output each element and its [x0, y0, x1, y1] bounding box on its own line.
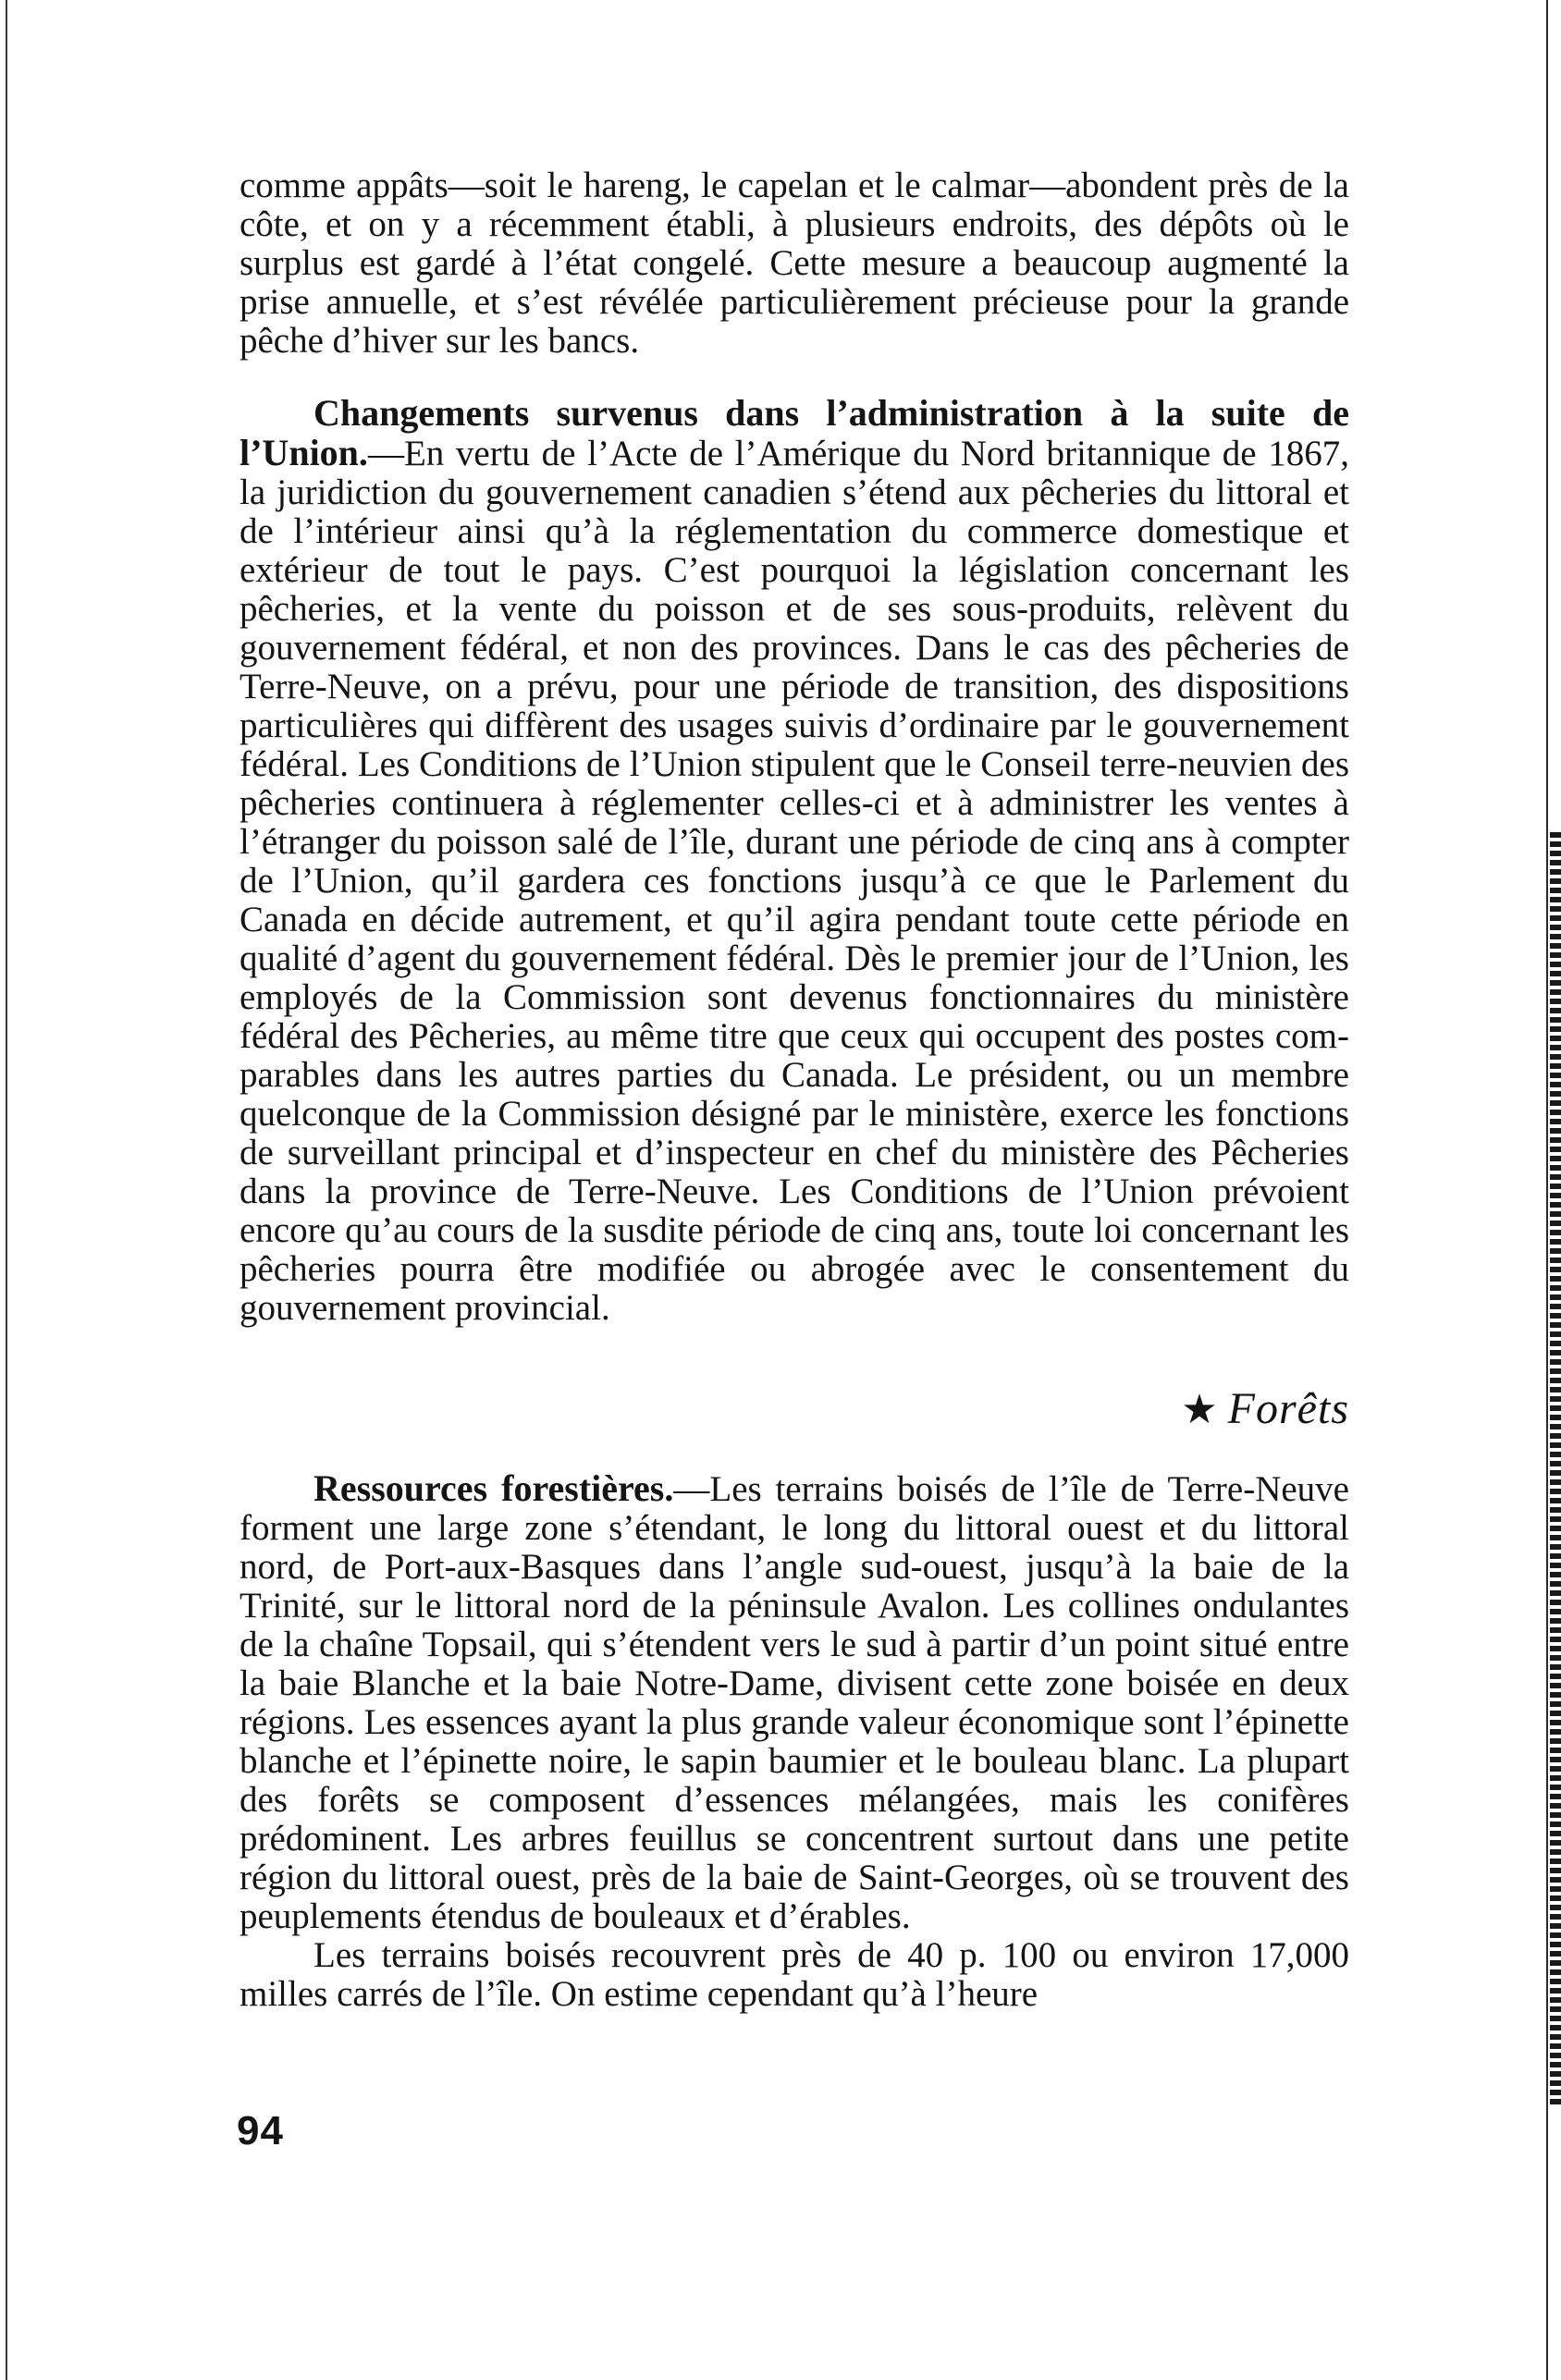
- forest-paragraph: [240, 1469, 1349, 1936]
- union-heading: Changements survenus dans l’administration à la suite de l’Union.: [240, 392, 1349, 473]
- forest-body: —Les terrains boisés de l’île de Terre-Neuve forment une large zone s’étendant, le long du littoral ouest et du littoral nord, de Port-aux-Basques dans l’angle sud-ouest, jusqu’à la baie de la Trinité, sur le littoral nord de la péninsule Avalon. Les collines ondulantes de la chaîne Topsail, qui s’étendent vers le sud à partir d’un point situé entre la baie Blanche et la baie Notre-Dame, divisent cette zone boisée en deux régions. Les essences ayant la plus grande valeur économique sont l’épinette blanche et l’épinette noire, le sapin baumier et le bouleau blanc. La plupart des forêts se composent d’essences mélangées, mais les conifères prédominent. Les arbres feuillus se concentrent surtout dans une petite région du littoral ouest, près de la baie de Saint-Georges, où se trouvent des peuplements étendus de bouleaux et d’érables.: [240, 1469, 1349, 1936]
- page-edge-right: [1546, 0, 1548, 2380]
- union-body: —En vertu de l’Acte de l’Amérique du Nord britannique de 1867, la juridiction du gouvernement canadien s’étend aux pêcheries du littoral et de l’intérieur ainsi qu’à la réglementation du commerce domestique et extérieur de tout le pays. C’est pourquoi la législation concernant les pêcheries, et la vente du poisson et de ses sous-produits, relèvent du gouvernement fédéral, et non des provinces. Dans le cas des pêcheries de Terre-Neuve, on a prévu, pour une période de transition, des dispositions particulières qui diffèrent des usages suivis d’ordinaire par le gouvernement fédéral. Les Conditions de l’Union stipulent que le Conseil terre-neuvien des pêcheries continuera à réglementer celles-ci et à administrer les ventes à l’étranger du poisson salé de l’île, durant une période de cinq ans à compter de l’Union, qu’il gardera ces fonctions jusqu’à ce que le Parlement du Canada en décide autrement, et qu’il agira pendant toute cette période en qualité d’agent du gouvernement fédéral. Dès le premier jour de l’Union, les employés de la Commission sont devenus fonctionnaires du ministère fédéral des Pêcheries, au même titre que ceux qui occupent des postes comparables dans les autres parties du Canada. Le président, ou un membre quelconque de la Commission désigné par le ministère, exerce les fonctions de surveillant principal et d’inspecteur en chef du ministère des Pêcheries dans la province de Terre-Neuve. Les Conditions de l’Union prévoient encore qu’au cours de la susdite période de cinq ans, toute loi concernant les pêcheries pourra être modifiée ou abrogée avec le consentement du gouvernement provincial.: [240, 434, 1349, 1328]
- final-paragraph: Les terrains boisés recouvrent près de 40 p. 100 ou environ 17,000 milles carrés de l’île. On estime cependant qu’à l’heure: [240, 1935, 1349, 2014]
- intro-paragraph: comme appâts—soit le hareng, le capelan et le calmar—abondent près de la côte, et on y a récemment établi, à plusieurs endroits, des dépôts où le surplus est gardé à l’état congelé. Cette mesure a beaucoup augmenté la prise annuelle, et s’est révélée particulièrement précieuse pour la grande pêche d’hiver sur les bancs.: [240, 166, 1349, 361]
- text-column: [240, 166, 1349, 2014]
- page-number: 94: [237, 2108, 284, 2153]
- forest-heading: Ressources forestières.: [313, 1467, 674, 1509]
- section-title-text: Forêts: [1227, 1384, 1349, 1433]
- section-title-forets: [240, 1383, 1349, 1436]
- page-edge-left: [6, 0, 7, 2380]
- union-paragraph: [240, 394, 1349, 1328]
- page-edge-binding-marks: [1550, 832, 1561, 2108]
- paragraph-gap: [240, 361, 1349, 394]
- star-icon: ★: [1181, 1387, 1219, 1432]
